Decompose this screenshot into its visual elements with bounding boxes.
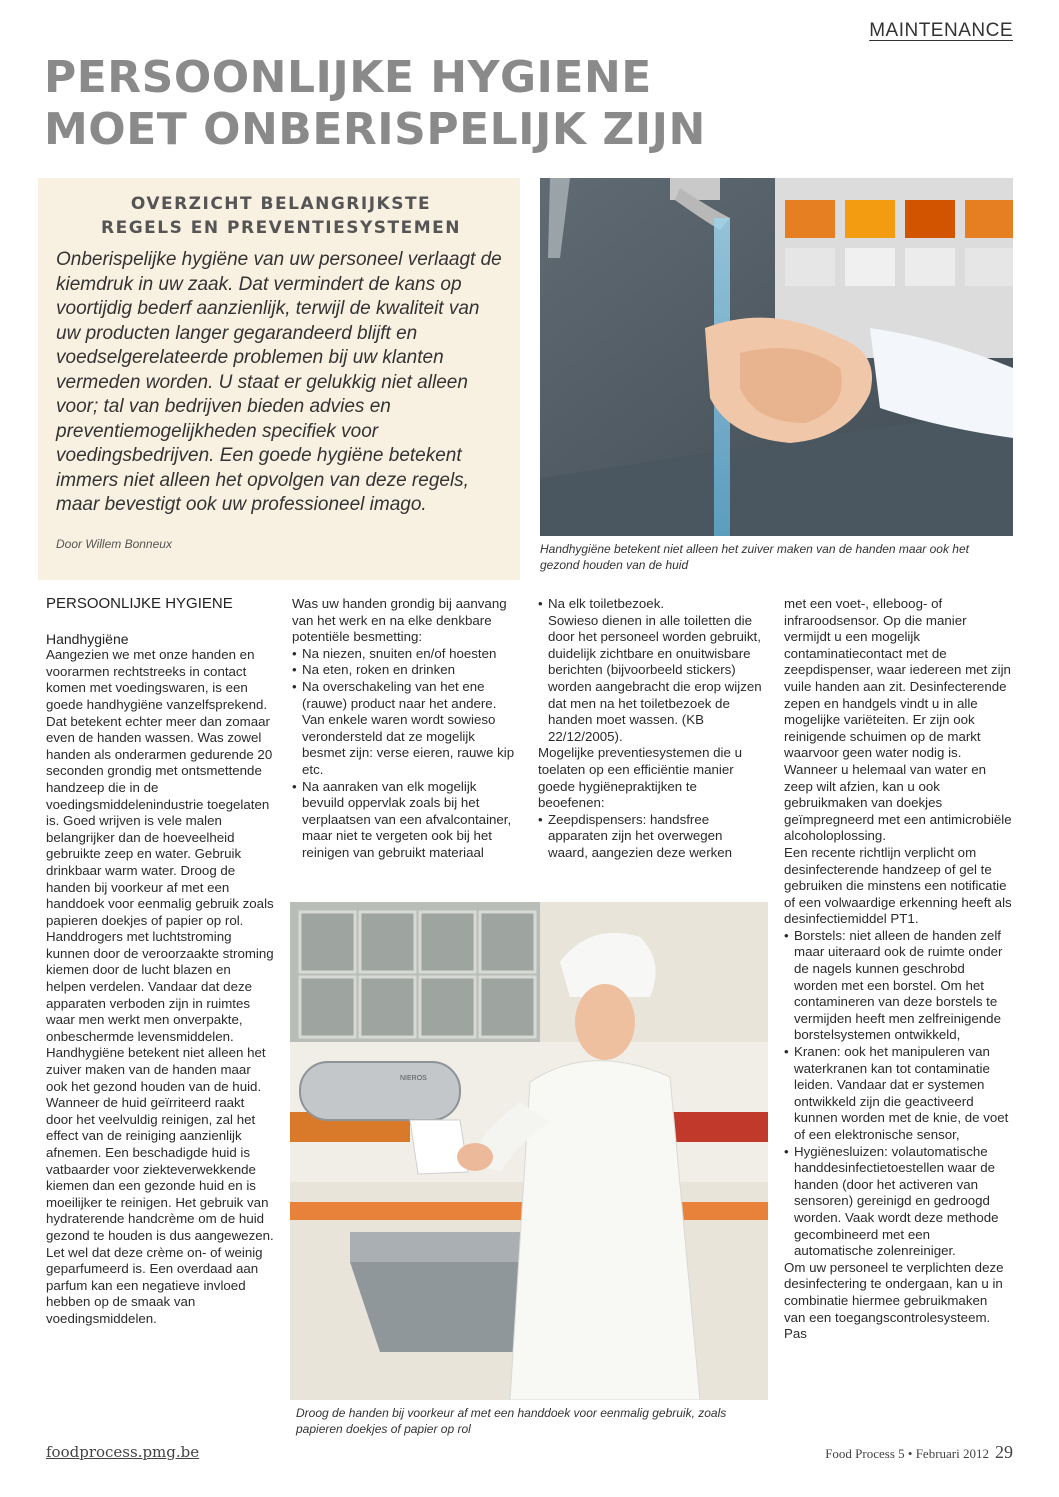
headline-line-2: MOET ONBERISPELIJK ZIJN [44, 104, 706, 155]
bullet-text: Na elk toiletbezoek. [548, 596, 665, 611]
list-item: • Na aanraken van elk mogelijk bevuild oppervlak zoals bij het verplaatsen van een afvalcontainer, maar niet te vergeten ook bij het reinigen van gebruikt materiaal [292, 779, 520, 862]
col3-paragraph: Mogelijke preventiesystemen die u toelaten op een efficiëntie manier goede hygiënepraktijken te beoefenen: [538, 745, 742, 811]
headline [44, 52, 1004, 156]
col3-bullet-list-1 [538, 596, 762, 745]
list-item: • Na eten, roken en drinken [292, 662, 520, 679]
intro-heading-line-1: OVERZICHT BELANGRIJKSTE [130, 194, 432, 214]
col2-intro: Was uw handen grondig bij aanvang van het werk en na elke denkbare potentiële besmetting: [292, 596, 507, 645]
list-item: • Zeepdispensers: handsfree apparaten zijn het overwegen waard, aangezien deze werken [538, 812, 762, 862]
handwashing-photo [540, 178, 1013, 536]
intro-heading [56, 192, 506, 240]
subheading-handhygiene: Handhygiëne [46, 630, 129, 647]
list-item: • Na niezen, snuiten en/of hoesten [292, 646, 520, 663]
photo1-caption: Handhygiëne betekent niet alleen het zuiver maken van de handen maar ook het gezond houden van de huid [540, 542, 969, 572]
list-item: • Borstels: niet alleen de handen zelf maar uiteraard ook de ruimte onder de nagels kunnen geschrobd worden met een borstel. Om het contamineren van deze borstels te vermijden heeft men zelfreinigende borstelsystemen ontwikkeld, [784, 928, 1012, 1044]
col1-paragraph-3: Handhygiëne betekent niet alleen het zuiver maken van de handen maar ook het gezond houden van de huid. Wanneer de huid geïrriteerd raakt door het veelvuldig reinigen, zal het effect van de reiniging aanzienlijk afnemen. Een beschadigde huid is vatbaarder voor ziekteverwekkende kiemen dan een gezonde huid en is moeilijker te reinigen. Het gebruik van hydraterende handcrème om de huid gezond te houden is dus aangewezen. Let wel dat deze crème on- of weinig geparfumeerd is. Een overdaad aan parfum kan een negatieve invloed hebben op de smaak van voedingsmiddelen. [46, 1045, 274, 1326]
section-heading: PERSOONLIJKE HYGIENE [46, 595, 233, 612]
intro-heading-line-2: REGELS EN PREVENTIESYSTEMEN [101, 218, 461, 238]
bullet-continuation: Sowieso dienen in alle toiletten die door het personeel worden gebruikt, duidelijk zichtbare en onuitwisbare berichten (bijvoorbeeld stickers) worden aangebracht die erop wijzen dat men na het toiletbezoek de handen moet wassen. (KB 22/12/2005). [548, 612, 762, 744]
photo2-caption: Droog de handen bij voorkeur af met een handdoek voor eenmalig gebruik, zoals papieren doekjes of papier op rol [296, 1406, 727, 1436]
column-3 [538, 596, 762, 862]
worker-drying-hands-illustration [290, 902, 768, 1400]
towel-dispenser-photo [290, 902, 768, 1400]
list-item [538, 596, 762, 745]
column-4 [784, 596, 1012, 1343]
column-1 [46, 596, 274, 1328]
col4-continuation: met een voet-, elleboog- of infraroodsensor. Op die manier vermijdt u een mogelijk contaminatiecontact met de zeepdispenser, waar iedereen met zijn vuile handen aan zit. Desinfecterende zepen en handgels vindt u in alle mogelijke variëteiten. Er zijn ook reinigende schuimen op de markt waarvoor geen water nodig is. Wanneer u helemaal van water en zeep wilt afzien, kan u ook gebruikmaken van doekjes geïmpregneerd met een antimicrobiële alcoholoplossing. [784, 596, 1012, 844]
column-2 [292, 596, 520, 862]
col1-paragraph-2: Handdrogers met luchtstroming kunnen door de veroorzaakte stroming kiemen door de lucht blazen en helpen verdelen. Vandaar dat deze apparaten verboden zijn in ruimtes waar men werkt men onverpakte, onbeschermde levensmiddelen. [46, 929, 274, 1044]
byline: Door Willem Bonneux [56, 536, 172, 551]
col4-paragraph-2: Een recente richtlijn verplicht om desinfecterende handzeep of gel te gebruiken die minstens een notificatie of een volwaardige erkenning heeft als desinfectiemiddel PT1. [784, 844, 1012, 927]
col2-bullet-list [292, 646, 520, 862]
handwashing-illustration [540, 178, 1013, 536]
intro-box [38, 178, 520, 580]
col4-paragraph-3: Om uw personeel te verplichten deze desinfectering te ondergaan, kan u in combinatie hiermee gebruikmaken van een toegangscontrolesysteem. Pas [784, 1259, 1004, 1342]
dispenser-label: NIEROS [400, 1075, 427, 1082]
headline-line-1: PERSOONLIJKE HYGIENE [44, 52, 652, 103]
list-item: • Hygiënesluizen: volautomatische handdesinfectietoestellen waar de handen (door het activeren van sensoren) gereinigd en gedroogd worden. Vaak wordt deze methode gecombineerd met een automatische zolenreiniger. [784, 1144, 1012, 1260]
col3-bullet-list-2 [538, 812, 762, 862]
section-label: MAINTENANCE [869, 20, 1013, 41]
footer-website-link[interactable]: foodprocess.pmg.be [46, 1443, 200, 1461]
list-item: • Kranen: ook het manipuleren van waterkranen kan tot contaminatie leiden. Vandaar dat er systemen ontwikkeld zijn die geactiveerd kunnen worden met de knie, de voet of een elektronische sensor, [784, 1044, 1012, 1144]
issue-info: Food Process 5 • Februari 2012 [825, 1446, 989, 1461]
list-item: • Na overschakeling van het ene (rauwe) product naar het andere. Van enkele waren wordt sowieso verondersteld dat ze mogelijk besmet zijn: verse eieren, rauwe kip etc. [292, 679, 520, 779]
col4-bullet-list [784, 928, 1012, 1260]
col1-paragraph-1: Aangezien we met onze handen en voorarmen rechtstreeks in contact komen met voedingswaren, is een goede handhygiëne vanzelfsprekend. Dat betekent echter meer dan zomaar even de handen wassen. Was zowel handen als onderarmen gedurende 20 seconden grondig met ontsmettende handzeep die in de voedingsmiddelenindustrie toegelaten is. Goed wrijven is vele malen belangrijker dan de hoeveelheid gebruikte zeep en water. Gebruik drinkbaar warm water. Droog de handen bij voorkeur af met een handdoek voor eenmalig gebruik zoals papieren doekjes of papier op rol. [46, 647, 274, 928]
intro-text: Onberispelijke hygiëne van uw personeel verlaagt de kiemdruk in uw zaak. Dat vermindert de kans op voortijdig bederf aanzienlijk, terwijl de kwaliteit van uw producten langer gegarandeerd blijft en voedselgerelateerde problemen bij uw klanten vermeden worden. U staat er gelukkig niet alleen voor; tal van bedrijven bieden advies en preventiemogelijkheden specifiek voor voedingsbedrijven. Een goede hygiëne betekent immers niet alleen het opvolgen van deze regels, maar bevestigt ook uw professioneel imago. [56, 249, 502, 515]
footer-issue [825, 1442, 1013, 1463]
page-number: 29 [995, 1442, 1013, 1462]
